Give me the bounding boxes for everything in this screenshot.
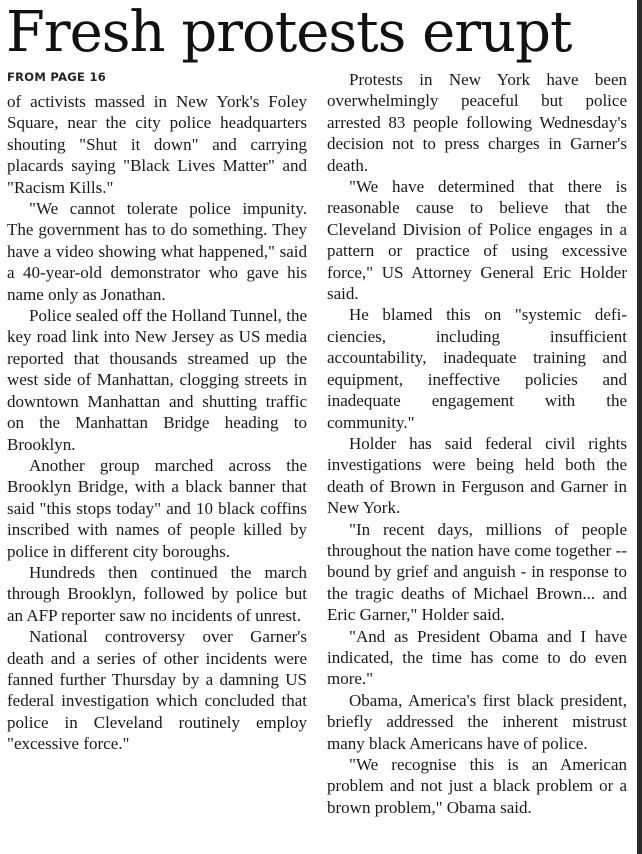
paragraph: National controversy over Garner's death and a series of other incidents were fanned further Thursday by a damning US federal investigation which concluded that police in Cleveland routinely employ "excessive force." — [7, 627, 307, 754]
paragraph: of activists massed in New York's Foley Square, near the city police headquarters shouting "Shut it down" and carrying placards saying "Black Lives Matter" and "Racism Kills." — [7, 92, 307, 197]
paragraph: "We have determined that there is reasonable cause to believe that the Cleveland Division of Police engages in a pattern or practice of using excessive force," US Attorney General Eric Holder said. — [327, 177, 627, 304]
paragraph: Obama, America's first black president, briefly addressed the inherent mistrust many black Americans have of police. — [327, 690, 627, 753]
headline: Fresh protests erupt — [6, 0, 572, 65]
paragraph: "In recent days, millions of people throughout the nation have come together -- bound by grief and anguish - in response to the tragic deaths of Michael Brown... and Eric Garner," Holder said. — [327, 519, 627, 625]
paragraph: Holder has said federal civil rights investigations were being held both the death of Brown in Ferguson and Garner in New York. — [327, 433, 627, 518]
paragraph: Protests in New York have been overwhelmingly peaceful but police arrested 83 people following Wednesday's decision not to press charges in Garner's death. — [327, 70, 627, 175]
continued-from-label: FROM PAGE 16 — [7, 70, 107, 84]
paragraph: "And as President Obama and I have indicated, the time has come to do even more." — [327, 626, 627, 689]
paragraph: Another group marched across the Brooklyn Bridge, with a black banner that said "this stops today" and 10 black coffins inscribed with names of people killed by police in different city boroughs. — [7, 455, 307, 561]
article-column-right — [327, 69, 627, 818]
page-edge-rule — [632, 0, 642, 854]
paragraph: "We cannot tolerate police impunity. The government has to do something. They have a video showing what happened," said a 40-year-old demonstrator who gave his name only as Jonathan. — [7, 199, 307, 304]
paragraph: Hundreds then continued the march through Brooklyn, followed by police but an AFP reporter saw no incidents of unrest. — [7, 562, 307, 625]
article-column-left — [7, 91, 307, 755]
paragraph: "We recognise this is an American problem and not just a black problem or a brown problem," Obama said. — [327, 755, 627, 817]
paragraph: He blamed this on "systemic deficiencies, including insufficient accountability, inadequate training and equipment, ineffective policies and inadequate engagement with the community." — [327, 305, 627, 432]
paragraph: Police sealed off the Holland Tunnel, the key road link into New Jersey as US media reported that thousands streamed up the west side of Manhattan, clogging streets in downtown Manhattan and shutting traffic on the Manhattan Bridge heading to Brooklyn. — [7, 306, 307, 454]
